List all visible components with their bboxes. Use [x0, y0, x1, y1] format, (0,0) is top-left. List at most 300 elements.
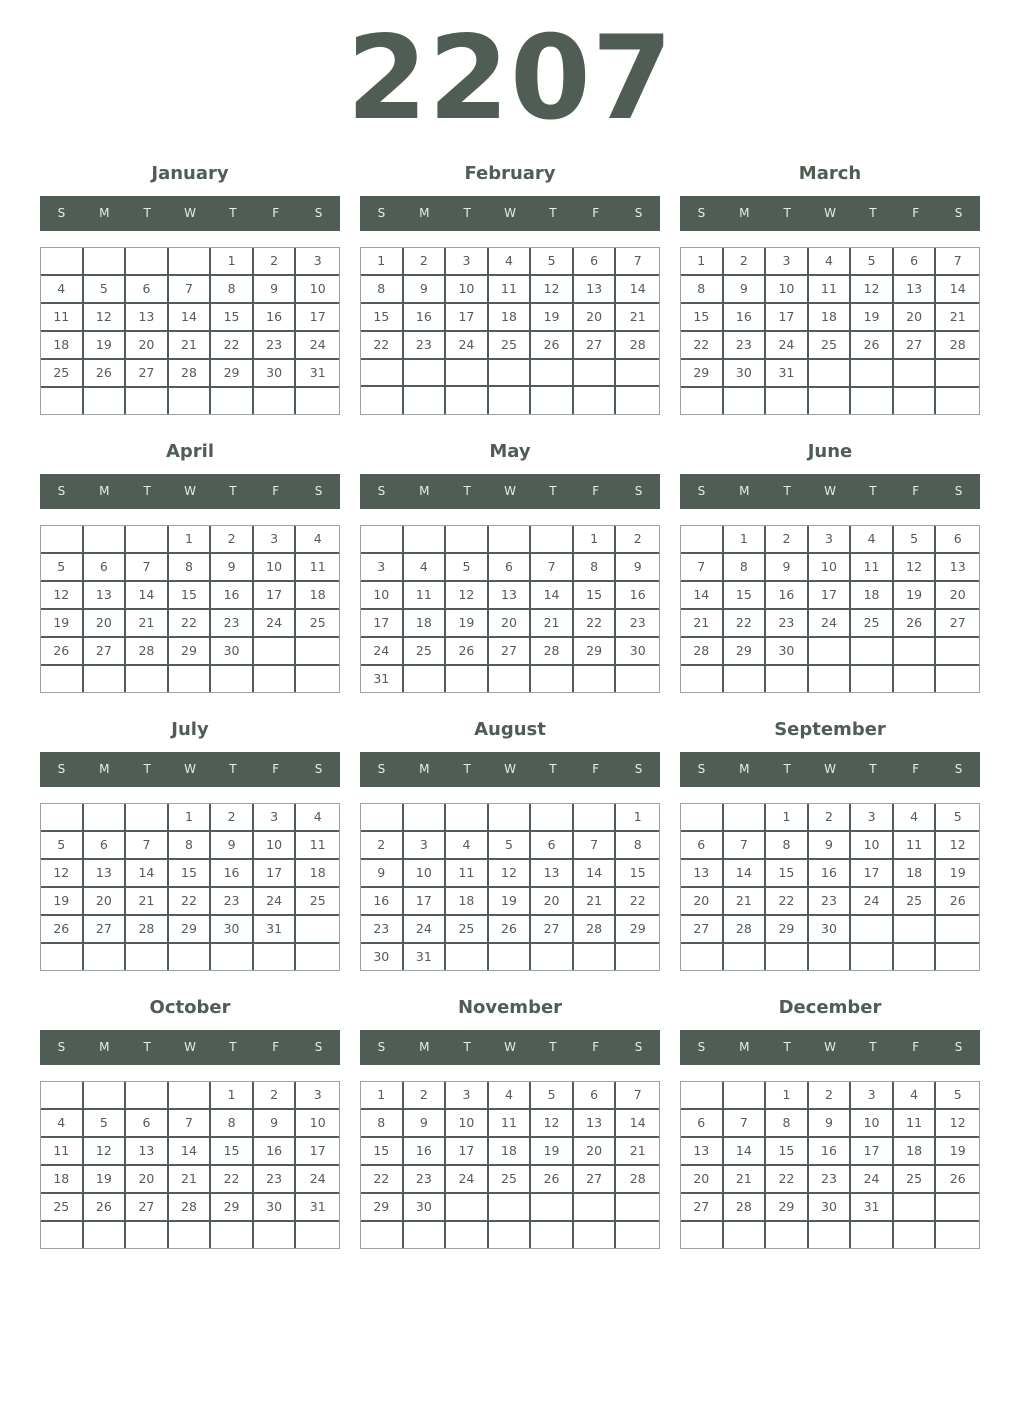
day-cell[interactable]: 21 [169, 1166, 212, 1194]
day-cell[interactable]: 30 [616, 638, 659, 666]
day-cell[interactable]: 27 [126, 360, 169, 388]
day-cell[interactable]: 18 [851, 582, 894, 610]
day-cell[interactable]: 12 [84, 1138, 127, 1166]
day-cell[interactable]: 17 [361, 610, 404, 638]
day-cell[interactable]: 1 [724, 526, 767, 554]
day-cell[interactable]: 25 [894, 1166, 937, 1194]
day-cell[interactable]: 31 [361, 666, 404, 692]
day-cell[interactable]: 27 [84, 916, 127, 944]
day-cell[interactable]: 8 [211, 1110, 254, 1138]
day-cell[interactable]: 12 [41, 860, 84, 888]
day-cell[interactable]: 13 [894, 276, 937, 304]
day-cell[interactable]: 1 [211, 248, 254, 276]
day-cell[interactable]: 31 [404, 944, 447, 970]
day-cell[interactable]: 7 [574, 832, 617, 860]
day-cell[interactable]: 16 [616, 582, 659, 610]
day-cell[interactable]: 5 [531, 1082, 574, 1110]
day-cell[interactable]: 18 [489, 304, 532, 332]
day-cell[interactable]: 27 [531, 916, 574, 944]
day-cell[interactable]: 20 [126, 1166, 169, 1194]
day-cell[interactable]: 15 [169, 582, 212, 610]
day-cell[interactable]: 22 [574, 610, 617, 638]
day-cell[interactable]: 12 [936, 832, 979, 860]
day-cell[interactable]: 17 [851, 1138, 894, 1166]
day-cell[interactable]: 14 [531, 582, 574, 610]
day-cell[interactable]: 24 [446, 1166, 489, 1194]
day-cell[interactable]: 13 [681, 860, 724, 888]
day-cell[interactable]: 24 [851, 1166, 894, 1194]
day-cell[interactable]: 30 [809, 916, 852, 944]
day-cell[interactable]: 2 [809, 804, 852, 832]
day-cell[interactable]: 20 [574, 1138, 617, 1166]
day-cell[interactable]: 19 [894, 582, 937, 610]
day-cell[interactable]: 9 [404, 1110, 447, 1138]
day-cell[interactable]: 28 [681, 638, 724, 666]
day-cell[interactable]: 19 [851, 304, 894, 332]
day-cell[interactable]: 1 [169, 804, 212, 832]
day-cell[interactable]: 3 [361, 554, 404, 582]
day-cell[interactable]: 18 [446, 888, 489, 916]
day-cell[interactable]: 16 [724, 304, 767, 332]
day-cell[interactable]: 6 [574, 1082, 617, 1110]
day-cell[interactable]: 12 [41, 582, 84, 610]
day-cell[interactable]: 22 [681, 332, 724, 360]
day-cell[interactable]: 14 [574, 860, 617, 888]
day-cell[interactable]: 5 [446, 554, 489, 582]
day-cell[interactable]: 4 [894, 804, 937, 832]
day-cell[interactable]: 5 [936, 804, 979, 832]
day-cell[interactable]: 29 [681, 360, 724, 388]
day-cell[interactable]: 21 [724, 1166, 767, 1194]
day-cell[interactable]: 14 [936, 276, 979, 304]
day-cell[interactable]: 14 [169, 304, 212, 332]
day-cell[interactable]: 28 [724, 916, 767, 944]
day-cell[interactable]: 3 [851, 804, 894, 832]
day-cell[interactable]: 30 [254, 360, 297, 388]
day-cell[interactable]: 30 [724, 360, 767, 388]
day-cell[interactable]: 8 [574, 554, 617, 582]
day-cell[interactable]: 19 [84, 332, 127, 360]
day-cell[interactable]: 3 [404, 832, 447, 860]
day-cell[interactable]: 5 [41, 832, 84, 860]
day-cell[interactable]: 9 [404, 276, 447, 304]
day-cell[interactable]: 5 [851, 248, 894, 276]
day-cell[interactable]: 6 [894, 248, 937, 276]
day-cell[interactable]: 9 [809, 832, 852, 860]
day-cell[interactable]: 1 [616, 804, 659, 832]
day-cell[interactable]: 12 [446, 582, 489, 610]
day-cell[interactable]: 16 [211, 582, 254, 610]
day-cell[interactable]: 10 [446, 276, 489, 304]
day-cell[interactable]: 13 [531, 860, 574, 888]
day-cell[interactable]: 2 [404, 1082, 447, 1110]
day-cell[interactable]: 3 [446, 1082, 489, 1110]
day-cell[interactable]: 7 [616, 248, 659, 276]
day-cell[interactable]: 22 [211, 332, 254, 360]
day-cell[interactable]: 23 [404, 332, 447, 360]
day-cell[interactable]: 7 [936, 248, 979, 276]
day-cell[interactable]: 29 [616, 916, 659, 944]
day-cell[interactable]: 9 [254, 276, 297, 304]
day-cell[interactable]: 26 [41, 638, 84, 666]
day-cell[interactable]: 7 [531, 554, 574, 582]
day-cell[interactable]: 25 [446, 916, 489, 944]
day-cell[interactable]: 10 [766, 276, 809, 304]
day-cell[interactable]: 24 [254, 610, 297, 638]
day-cell[interactable]: 13 [126, 304, 169, 332]
day-cell[interactable]: 26 [531, 1166, 574, 1194]
day-cell[interactable]: 22 [361, 332, 404, 360]
day-cell[interactable]: 11 [809, 276, 852, 304]
day-cell[interactable]: 13 [574, 1110, 617, 1138]
day-cell[interactable]: 26 [936, 1166, 979, 1194]
day-cell[interactable]: 8 [766, 832, 809, 860]
day-cell[interactable]: 15 [766, 1138, 809, 1166]
day-cell[interactable]: 27 [84, 638, 127, 666]
day-cell[interactable]: 17 [446, 1138, 489, 1166]
day-cell[interactable]: 1 [681, 248, 724, 276]
day-cell[interactable]: 14 [724, 860, 767, 888]
day-cell[interactable]: 9 [616, 554, 659, 582]
day-cell[interactable]: 4 [404, 554, 447, 582]
day-cell[interactable]: 20 [489, 610, 532, 638]
day-cell[interactable]: 7 [126, 832, 169, 860]
day-cell[interactable]: 31 [296, 1194, 339, 1222]
day-cell[interactable]: 21 [936, 304, 979, 332]
day-cell[interactable]: 4 [489, 1082, 532, 1110]
day-cell[interactable]: 24 [254, 888, 297, 916]
day-cell[interactable]: 12 [531, 276, 574, 304]
day-cell[interactable]: 28 [616, 1166, 659, 1194]
day-cell[interactable]: 20 [681, 1166, 724, 1194]
day-cell[interactable]: 28 [531, 638, 574, 666]
day-cell[interactable]: 25 [894, 888, 937, 916]
day-cell[interactable]: 26 [894, 610, 937, 638]
day-cell[interactable]: 16 [254, 1138, 297, 1166]
day-cell[interactable]: 1 [211, 1082, 254, 1110]
day-cell[interactable]: 19 [531, 304, 574, 332]
day-cell[interactable]: 27 [894, 332, 937, 360]
day-cell[interactable]: 21 [574, 888, 617, 916]
day-cell[interactable]: 2 [809, 1082, 852, 1110]
day-cell[interactable]: 2 [404, 248, 447, 276]
day-cell[interactable]: 6 [126, 1110, 169, 1138]
day-cell[interactable]: 11 [404, 582, 447, 610]
day-cell[interactable]: 9 [361, 860, 404, 888]
day-cell[interactable]: 18 [894, 1138, 937, 1166]
day-cell[interactable]: 14 [126, 582, 169, 610]
day-cell[interactable]: 20 [126, 332, 169, 360]
day-cell[interactable]: 5 [84, 1110, 127, 1138]
day-cell[interactable]: 28 [616, 332, 659, 360]
day-cell[interactable]: 28 [126, 916, 169, 944]
day-cell[interactable]: 9 [211, 832, 254, 860]
day-cell[interactable]: 9 [211, 554, 254, 582]
day-cell[interactable]: 19 [489, 888, 532, 916]
day-cell[interactable]: 19 [936, 860, 979, 888]
day-cell[interactable]: 21 [724, 888, 767, 916]
day-cell[interactable]: 12 [489, 860, 532, 888]
day-cell[interactable]: 26 [84, 1194, 127, 1222]
day-cell[interactable]: 2 [254, 1082, 297, 1110]
day-cell[interactable]: 2 [211, 804, 254, 832]
day-cell[interactable]: 3 [296, 1082, 339, 1110]
day-cell[interactable]: 20 [894, 304, 937, 332]
day-cell[interactable]: 30 [809, 1194, 852, 1222]
day-cell[interactable]: 2 [211, 526, 254, 554]
day-cell[interactable]: 19 [84, 1166, 127, 1194]
day-cell[interactable]: 31 [851, 1194, 894, 1222]
day-cell[interactable]: 27 [574, 1166, 617, 1194]
day-cell[interactable]: 8 [616, 832, 659, 860]
day-cell[interactable]: 15 [211, 304, 254, 332]
day-cell[interactable]: 9 [254, 1110, 297, 1138]
day-cell[interactable]: 7 [169, 1110, 212, 1138]
day-cell[interactable]: 24 [361, 638, 404, 666]
day-cell[interactable]: 16 [404, 1138, 447, 1166]
day-cell[interactable]: 12 [851, 276, 894, 304]
day-cell[interactable]: 3 [296, 248, 339, 276]
day-cell[interactable]: 10 [851, 1110, 894, 1138]
day-cell[interactable]: 10 [404, 860, 447, 888]
day-cell[interactable]: 30 [211, 638, 254, 666]
day-cell[interactable]: 21 [616, 304, 659, 332]
day-cell[interactable]: 26 [446, 638, 489, 666]
day-cell[interactable]: 13 [681, 1138, 724, 1166]
day-cell[interactable]: 10 [296, 1110, 339, 1138]
day-cell[interactable]: 7 [724, 832, 767, 860]
day-cell[interactable]: 17 [254, 582, 297, 610]
day-cell[interactable]: 14 [169, 1138, 212, 1166]
day-cell[interactable]: 8 [766, 1110, 809, 1138]
day-cell[interactable]: 19 [936, 1138, 979, 1166]
day-cell[interactable]: 22 [361, 1166, 404, 1194]
day-cell[interactable]: 28 [169, 1194, 212, 1222]
day-cell[interactable]: 18 [41, 1166, 84, 1194]
day-cell[interactable]: 21 [126, 888, 169, 916]
day-cell[interactable]: 5 [936, 1082, 979, 1110]
day-cell[interactable]: 6 [936, 526, 979, 554]
day-cell[interactable]: 20 [84, 610, 127, 638]
day-cell[interactable]: 23 [616, 610, 659, 638]
day-cell[interactable]: 4 [489, 248, 532, 276]
day-cell[interactable]: 28 [574, 916, 617, 944]
day-cell[interactable]: 20 [531, 888, 574, 916]
day-cell[interactable]: 5 [531, 248, 574, 276]
day-cell[interactable]: 22 [211, 1166, 254, 1194]
day-cell[interactable]: 4 [41, 276, 84, 304]
day-cell[interactable]: 6 [489, 554, 532, 582]
day-cell[interactable]: 23 [254, 332, 297, 360]
day-cell[interactable]: 24 [766, 332, 809, 360]
day-cell[interactable]: 3 [766, 248, 809, 276]
day-cell[interactable]: 1 [361, 248, 404, 276]
day-cell[interactable]: 28 [936, 332, 979, 360]
day-cell[interactable]: 8 [361, 276, 404, 304]
day-cell[interactable]: 17 [296, 304, 339, 332]
day-cell[interactable]: 3 [446, 248, 489, 276]
day-cell[interactable]: 5 [894, 526, 937, 554]
day-cell[interactable]: 13 [126, 1138, 169, 1166]
day-cell[interactable]: 8 [361, 1110, 404, 1138]
day-cell[interactable]: 21 [681, 610, 724, 638]
day-cell[interactable]: 16 [211, 860, 254, 888]
day-cell[interactable]: 29 [169, 638, 212, 666]
day-cell[interactable]: 15 [169, 860, 212, 888]
day-cell[interactable]: 15 [361, 1138, 404, 1166]
day-cell[interactable]: 10 [361, 582, 404, 610]
day-cell[interactable]: 16 [361, 888, 404, 916]
day-cell[interactable]: 10 [809, 554, 852, 582]
day-cell[interactable]: 3 [809, 526, 852, 554]
day-cell[interactable]: 29 [766, 1194, 809, 1222]
day-cell[interactable]: 2 [616, 526, 659, 554]
day-cell[interactable]: 25 [41, 360, 84, 388]
day-cell[interactable]: 9 [766, 554, 809, 582]
day-cell[interactable]: 13 [84, 860, 127, 888]
day-cell[interactable]: 29 [211, 1194, 254, 1222]
day-cell[interactable]: 23 [404, 1166, 447, 1194]
day-cell[interactable]: 3 [254, 804, 297, 832]
day-cell[interactable]: 4 [296, 526, 339, 554]
day-cell[interactable]: 24 [446, 332, 489, 360]
day-cell[interactable]: 20 [84, 888, 127, 916]
day-cell[interactable]: 17 [851, 860, 894, 888]
day-cell[interactable]: 29 [766, 916, 809, 944]
day-cell[interactable]: 11 [489, 276, 532, 304]
day-cell[interactable]: 23 [211, 888, 254, 916]
day-cell[interactable]: 15 [681, 304, 724, 332]
day-cell[interactable]: 30 [766, 638, 809, 666]
day-cell[interactable]: 26 [851, 332, 894, 360]
day-cell[interactable]: 6 [84, 832, 127, 860]
day-cell[interactable]: 20 [936, 582, 979, 610]
day-cell[interactable]: 30 [404, 1194, 447, 1222]
day-cell[interactable]: 22 [766, 888, 809, 916]
day-cell[interactable]: 4 [894, 1082, 937, 1110]
day-cell[interactable]: 12 [894, 554, 937, 582]
day-cell[interactable]: 24 [851, 888, 894, 916]
day-cell[interactable]: 22 [616, 888, 659, 916]
day-cell[interactable]: 23 [809, 1166, 852, 1194]
day-cell[interactable]: 19 [531, 1138, 574, 1166]
day-cell[interactable]: 25 [809, 332, 852, 360]
day-cell[interactable]: 16 [809, 860, 852, 888]
day-cell[interactable]: 9 [809, 1110, 852, 1138]
day-cell[interactable]: 21 [616, 1138, 659, 1166]
day-cell[interactable]: 24 [809, 610, 852, 638]
day-cell[interactable]: 11 [894, 1110, 937, 1138]
day-cell[interactable]: 2 [724, 248, 767, 276]
day-cell[interactable]: 10 [446, 1110, 489, 1138]
day-cell[interactable]: 30 [254, 1194, 297, 1222]
day-cell[interactable]: 17 [766, 304, 809, 332]
day-cell[interactable]: 22 [766, 1166, 809, 1194]
day-cell[interactable]: 7 [724, 1110, 767, 1138]
day-cell[interactable]: 5 [84, 276, 127, 304]
day-cell[interactable]: 1 [574, 526, 617, 554]
day-cell[interactable]: 24 [404, 916, 447, 944]
day-cell[interactable]: 8 [211, 276, 254, 304]
day-cell[interactable]: 21 [169, 332, 212, 360]
day-cell[interactable]: 25 [851, 610, 894, 638]
day-cell[interactable]: 29 [211, 360, 254, 388]
day-cell[interactable]: 21 [531, 610, 574, 638]
day-cell[interactable]: 3 [254, 526, 297, 554]
day-cell[interactable]: 25 [296, 888, 339, 916]
day-cell[interactable]: 12 [531, 1110, 574, 1138]
day-cell[interactable]: 5 [489, 832, 532, 860]
day-cell[interactable]: 30 [211, 916, 254, 944]
day-cell[interactable]: 18 [894, 860, 937, 888]
day-cell[interactable]: 11 [41, 1138, 84, 1166]
day-cell[interactable]: 9 [724, 276, 767, 304]
day-cell[interactable]: 31 [296, 360, 339, 388]
day-cell[interactable]: 28 [724, 1194, 767, 1222]
day-cell[interactable]: 2 [766, 526, 809, 554]
day-cell[interactable]: 27 [489, 638, 532, 666]
day-cell[interactable]: 25 [489, 1166, 532, 1194]
day-cell[interactable]: 26 [531, 332, 574, 360]
day-cell[interactable]: 7 [169, 276, 212, 304]
day-cell[interactable]: 23 [361, 916, 404, 944]
day-cell[interactable]: 15 [616, 860, 659, 888]
day-cell[interactable]: 23 [254, 1166, 297, 1194]
day-cell[interactable]: 6 [126, 276, 169, 304]
day-cell[interactable]: 25 [489, 332, 532, 360]
day-cell[interactable]: 4 [446, 832, 489, 860]
day-cell[interactable]: 31 [254, 916, 297, 944]
day-cell[interactable]: 19 [41, 610, 84, 638]
day-cell[interactable]: 25 [296, 610, 339, 638]
day-cell[interactable]: 30 [361, 944, 404, 970]
day-cell[interactable]: 6 [681, 1110, 724, 1138]
day-cell[interactable]: 15 [766, 860, 809, 888]
day-cell[interactable]: 8 [681, 276, 724, 304]
day-cell[interactable]: 7 [616, 1082, 659, 1110]
day-cell[interactable]: 11 [296, 554, 339, 582]
day-cell[interactable]: 18 [296, 860, 339, 888]
day-cell[interactable]: 12 [84, 304, 127, 332]
day-cell[interactable]: 4 [809, 248, 852, 276]
day-cell[interactable]: 11 [489, 1110, 532, 1138]
day-cell[interactable]: 22 [169, 888, 212, 916]
day-cell[interactable]: 10 [254, 832, 297, 860]
day-cell[interactable]: 26 [41, 916, 84, 944]
day-cell[interactable]: 27 [574, 332, 617, 360]
day-cell[interactable]: 10 [851, 832, 894, 860]
day-cell[interactable]: 14 [616, 1110, 659, 1138]
day-cell[interactable]: 8 [169, 832, 212, 860]
day-cell[interactable]: 17 [404, 888, 447, 916]
day-cell[interactable]: 18 [404, 610, 447, 638]
day-cell[interactable]: 17 [296, 1138, 339, 1166]
day-cell[interactable]: 18 [41, 332, 84, 360]
day-cell[interactable]: 4 [41, 1110, 84, 1138]
day-cell[interactable]: 27 [936, 610, 979, 638]
day-cell[interactable]: 18 [296, 582, 339, 610]
day-cell[interactable]: 17 [809, 582, 852, 610]
day-cell[interactable]: 2 [361, 832, 404, 860]
day-cell[interactable]: 26 [936, 888, 979, 916]
day-cell[interactable]: 1 [169, 526, 212, 554]
day-cell[interactable]: 28 [169, 360, 212, 388]
day-cell[interactable]: 23 [211, 610, 254, 638]
day-cell[interactable]: 19 [41, 888, 84, 916]
day-cell[interactable]: 13 [574, 276, 617, 304]
day-cell[interactable]: 24 [296, 332, 339, 360]
day-cell[interactable]: 27 [681, 1194, 724, 1222]
